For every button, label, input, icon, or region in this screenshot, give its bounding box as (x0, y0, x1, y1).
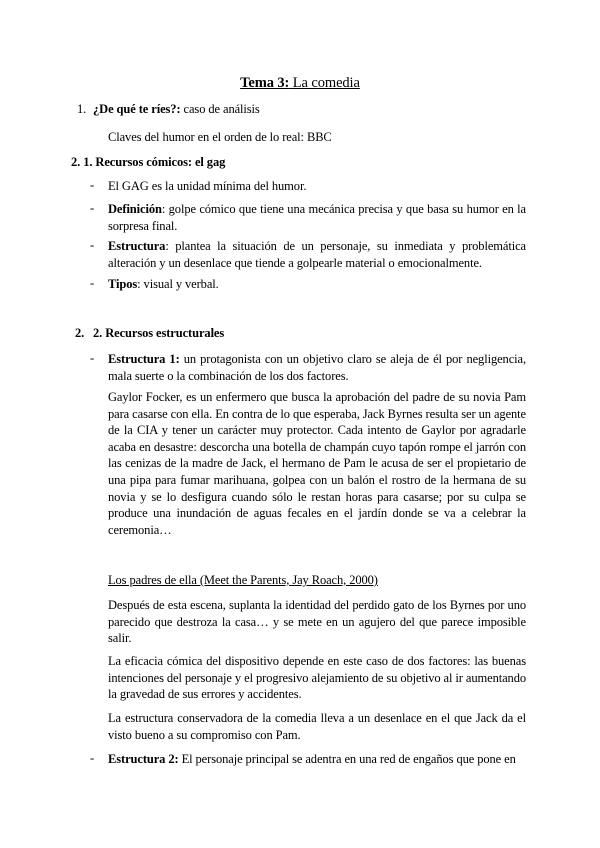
item-1-rest: caso de análisis (180, 102, 260, 116)
bullet-dash: - (90, 238, 95, 252)
bullet-tipos (108, 276, 219, 293)
bullet-estructura (108, 238, 526, 271)
section-2-2-number (75, 325, 84, 342)
film-reference: Los padres de ella (Meet the Parents, Jay Roach, 2000) (108, 573, 378, 587)
item-1-number: 1. (77, 102, 87, 116)
bullet-dash: - (90, 276, 95, 290)
section-heading-2-1-text: 2. 1. Recursos cómicos: el gag (71, 155, 226, 169)
bullet-dash: - (90, 201, 95, 215)
section-2-2-number-text: 2. (75, 326, 85, 340)
bullet-definicion (108, 201, 526, 234)
bullet-estructura-1 (108, 351, 526, 384)
bullet-estructura-2 (108, 751, 526, 768)
page-title (0, 75, 600, 92)
bullet-bold: Estructura (108, 239, 166, 253)
item-1-bold: ¿De qué te ríes?: (93, 102, 181, 116)
bullet-gag (108, 178, 306, 195)
bullet-text: : plantea la situación de un personaje, su inmediata y problemática alteración y un desenlace que tiende a golpearle material o emocionalmente. (108, 239, 526, 270)
bullet-bold: Estructura 1: (108, 352, 180, 366)
bullet-text: El GAG es la unidad mínima del humor. (108, 179, 307, 193)
item-1 (93, 101, 260, 118)
section-heading-2-2-text: 2. Recursos estructurales (93, 326, 225, 340)
paragraph-efficacy: La eficacia cómica del dispositivo depende en este caso de dos factores: las buenas intenciones del personaje y el progresivo alejamiento de su objetivo al ir aumentando la gravedad de sus errores y accidentes. (108, 654, 526, 702)
bullet-dash: - (90, 351, 95, 365)
bullet-bold: Estructura 2: (108, 752, 179, 766)
title-label: Tema 3: (240, 75, 290, 91)
bullet-text: El personaje principal se adentra en una red de engaños que pone en (178, 752, 516, 766)
section-heading-2-1 (71, 154, 225, 171)
bullet-text: un protagonista con un objetivo claro se aleja de él por negligencia, mala suerte o la combinación de los dos factores. (108, 352, 526, 383)
item-1-sub: Claves del humor en el orden de lo real: BBC (108, 130, 332, 144)
bullet-bold: Tipos (108, 277, 138, 291)
paragraph-structure: La estructura conservadora de la comedia lleva a un desenlace en el que Jack da el visto bueno a su compromiso con Pam. (108, 711, 526, 742)
title-text: La comedia (289, 75, 360, 91)
bullet-dash: - (90, 178, 95, 192)
bullet-text: : golpe cómico que tiene una mecánica precisa y que basa su humor en la sorpresa final. (108, 202, 526, 233)
bullet-text: : visual y verbal. (137, 277, 219, 291)
paragraph-after-scene: Después de esta escena, suplanta la identidad del perdido gato de los Byrnes por uno parecido que destroza la casa… y se mete en un agujero del que parece imposible salir. (108, 598, 526, 646)
bullet-bold: Definición (108, 202, 162, 216)
paragraph-synopsis: Gaylor Focker, es un enfermero que busca la aprobación del padre de su novia Pam para casarse con ella. En contra de lo que esperaba, Jack Byrnes resulta ser un agente de la CIA y tener un carácter muy protector. Cada intento de Gaylor por agradarle acaba en desastre: descorcha una botella de champán cuyo tapón rompe el jarrón con las cenizas de la madre de Jack, el hermano de Pam le acusa de ser el propietario de una pipa para fumar marihuana, golpea con un balón el rostro de la hermana de su novia y se lo desfigura cuando sólo le restan horas para casarse; por su culpa se produce una inundación de aguas fecales en el jardín donde se va a celebrar la ceremonia… (108, 390, 526, 537)
section-heading-2-2 (93, 325, 224, 342)
bullet-dash: - (90, 751, 95, 765)
